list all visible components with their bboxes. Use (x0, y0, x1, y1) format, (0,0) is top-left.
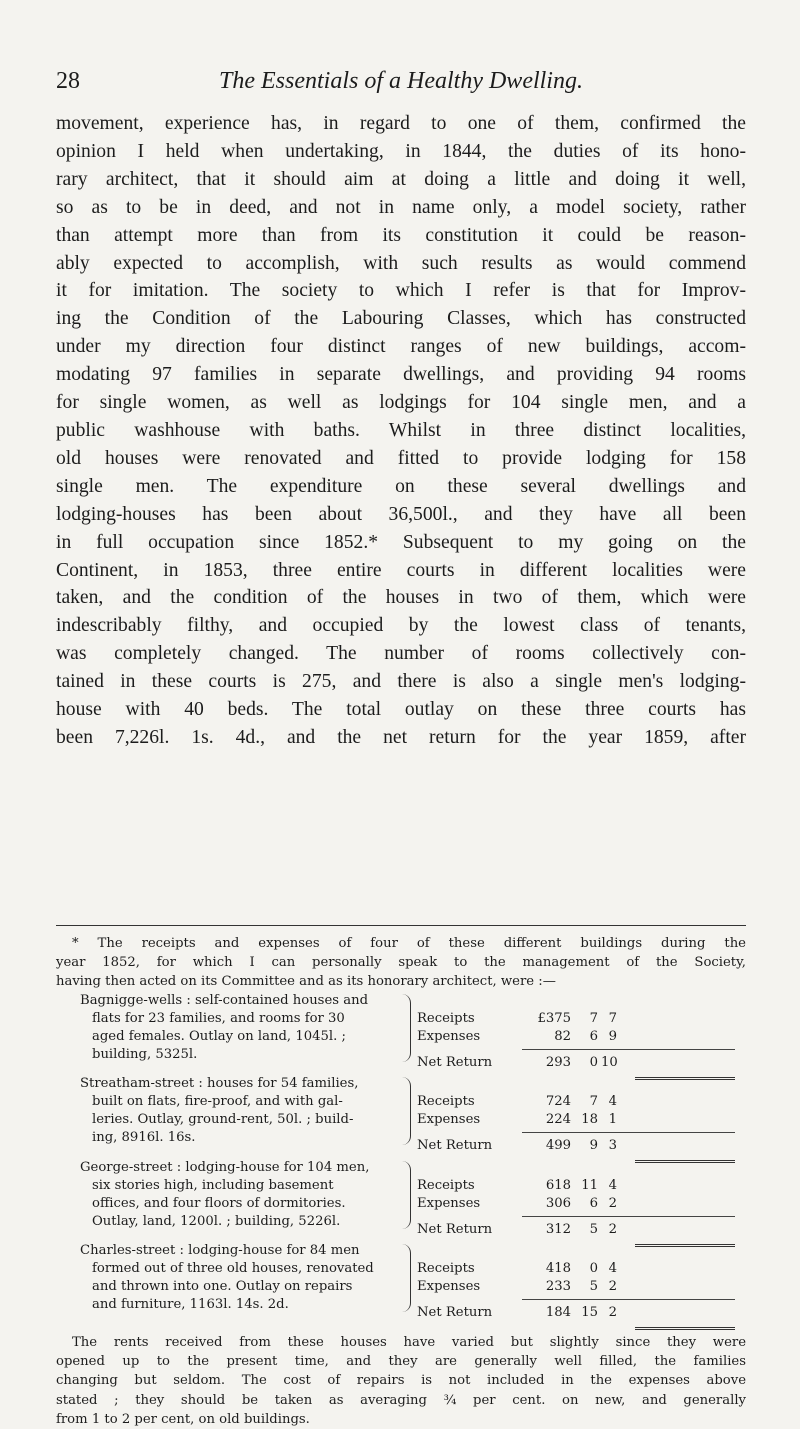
total-rule (635, 1077, 735, 1080)
row-label: Receipts (417, 1261, 475, 1276)
footnote-line: * The receipts and expenses of four of these different buildings during the (72, 936, 746, 951)
expenses-row (417, 1111, 717, 1129)
right-brace (402, 1161, 411, 1229)
pounds-value: 724 (545, 1094, 571, 1109)
entry-desc-line: formed out of three old houses, renovated (92, 1261, 374, 1276)
row-label: Net Return (417, 1305, 493, 1320)
entry-desc-line: leries. Outlay, ground-rent, 50l. ; build- (92, 1112, 354, 1127)
body-line: opinion I held when undertaking, in 1844, the duties of its hono- (56, 140, 746, 162)
row-label: Expenses (417, 1196, 481, 1211)
shillings-value: 11 (581, 1178, 598, 1193)
body-line: it for imitation. The society to which I refer is that for Improv- (56, 280, 746, 302)
shillings-value: 18 (581, 1112, 598, 1127)
body-line: lodging-houses has been about 36,500l., and they have all been (56, 503, 746, 525)
pence-value: 3 (608, 1138, 617, 1153)
footnote-line: from 1 to 2 per cent, on old buildings. (56, 1411, 310, 1427)
entry-description (80, 1159, 398, 1231)
pence-value: 4 (608, 1178, 617, 1193)
right-brace (402, 994, 411, 1062)
running-title: The Essentials of a Healthy Dwelling. (219, 68, 583, 94)
body-line: rary architect, that it should aim at doing a little and doing it well, (56, 168, 746, 190)
entry-desc-line: Charles-street : lodging-house for 84 men (80, 1243, 360, 1258)
pounds-value: 312 (545, 1222, 571, 1237)
entry-desc-line: ing, 8916l. 16s. (92, 1130, 196, 1145)
total-rule (635, 1327, 735, 1330)
body-line: under my direction four distinct ranges of new buildings, accom- (56, 336, 746, 358)
row-label: Receipts (417, 1094, 475, 1109)
total-rule (635, 1160, 735, 1163)
expenses-row (417, 1028, 717, 1046)
footnote-line: stated ; they should be taken as averaging ¾ per cent. on new, and generally (56, 1392, 746, 1408)
pounds-value: 293 (545, 1055, 571, 1070)
pence-value: 2 (608, 1196, 617, 1211)
pence-value: 2 (608, 1222, 617, 1237)
pounds-value: 224 (545, 1112, 571, 1127)
body-line: in full occupation since 1852.* Subsequent to my going on the (56, 531, 746, 553)
footnote-line: The rents received from these houses have varied but slightly since they were (72, 1335, 746, 1350)
receipts-row (417, 1093, 717, 1111)
row-label: Receipts (417, 1178, 475, 1193)
pence-value: 2 (608, 1279, 617, 1294)
entry-desc-line: Bagnigge-wells : self-contained houses and (80, 993, 369, 1008)
entry-accounts (417, 1010, 717, 1072)
pence-value: 10 (601, 1055, 618, 1070)
pence-value: 1 (608, 1112, 617, 1127)
shillings-value: 6 (589, 1029, 598, 1044)
entry-description (80, 1242, 398, 1314)
shillings-value: 5 (589, 1279, 598, 1294)
footnote-closing (56, 1333, 746, 1429)
net-return-row (417, 1304, 717, 1322)
pence-value: 4 (608, 1094, 617, 1109)
entry-desc-line: and furniture, 1163l. 14s. 2d. (92, 1297, 289, 1312)
body-line: ably expected to accomplish, with such results as would commend (56, 252, 746, 274)
net-return-row (417, 1221, 717, 1239)
entry-description (80, 992, 398, 1064)
shillings-value: 7 (589, 1094, 598, 1109)
entry-desc-line: built on flats, fire-proof, and with gal- (92, 1094, 343, 1109)
sum-rule (522, 1132, 735, 1133)
entry-desc-line: George-street : lodging-house for 104 men, (80, 1160, 370, 1175)
shillings-value: 0 (589, 1261, 598, 1276)
body-line: indescribably filthy, and occupied by the lowest class of tenants, (56, 615, 746, 637)
pounds-value: 618 (545, 1178, 571, 1193)
receipts-row (417, 1177, 717, 1195)
shillings-value: 15 (581, 1305, 598, 1320)
sum-rule (522, 1216, 735, 1217)
body-line: single men. The expenditure on these several dwellings and (56, 475, 746, 497)
receipts-row (417, 1260, 717, 1278)
row-label: Net Return (417, 1222, 493, 1237)
shillings-value: 7 (589, 1011, 598, 1026)
receipts-row (417, 1010, 717, 1028)
page-number: 28 (56, 68, 80, 94)
sum-rule (522, 1299, 735, 1300)
body-line: for single women, as well as lodgings for 104 single men, and a (56, 392, 746, 414)
entry-desc-line: building, 5325l. (92, 1047, 198, 1062)
entry-accounts (417, 1093, 717, 1155)
shillings-value: 9 (589, 1138, 598, 1153)
entry-desc-line: six stories high, including basement (92, 1178, 334, 1193)
pounds-value: 82 (554, 1029, 571, 1044)
shillings-value: 5 (589, 1222, 598, 1237)
row-label: Expenses (417, 1112, 481, 1127)
body-line: taken, and the condition of the houses in two of them, which were (56, 587, 746, 609)
row-label: Receipts (417, 1011, 475, 1026)
total-rule (635, 1244, 735, 1247)
expenses-row (417, 1195, 717, 1213)
expenses-row (417, 1278, 717, 1296)
pence-value: 9 (608, 1029, 617, 1044)
pence-value: 4 (608, 1261, 617, 1276)
pence-value: 2 (608, 1305, 617, 1320)
pounds-value: 499 (545, 1138, 571, 1153)
footnote-line: year 1852, for which I can personally speak to the management of the Society, (56, 955, 746, 971)
entry-description (80, 1075, 398, 1147)
body-paragraph (56, 110, 746, 752)
entry-desc-line: Streatham-street : houses for 54 families, (80, 1076, 359, 1091)
entry-desc-line: and thrown into one. Outlay on repairs (92, 1279, 353, 1294)
entry-desc-line: Outlay, land, 1200l. ; building, 5226l. (92, 1214, 341, 1229)
body-line: been 7,226l. 1s. 4d., and the net return for the year 1859, after (56, 726, 746, 748)
footnote-line: changing but seldom. The cost of repairs is not included in the expenses above (56, 1373, 746, 1389)
body-line: house with 40 beds. The total outlay on these three courts has (56, 699, 746, 721)
net-return-row (417, 1054, 717, 1072)
entry-desc-line: flats for 23 families, and rooms for 30 (92, 1011, 345, 1026)
row-label: Net Return (417, 1055, 493, 1070)
row-label: Expenses (417, 1029, 481, 1044)
body-line: movement, experience has, in regard to one of them, confirmed the (56, 113, 746, 134)
shillings-value: 0 (589, 1055, 598, 1070)
footnote-divider (56, 925, 746, 926)
right-brace (402, 1244, 411, 1312)
footnote-intro (56, 934, 746, 992)
pounds-value: £375 (537, 1011, 571, 1026)
shillings-value: 6 (589, 1196, 598, 1211)
entry-accounts (417, 1260, 717, 1322)
footnote-line: having then acted on its Committee and as its honorary architect, were :— (56, 974, 556, 990)
body-line: so as to be in deed, and not in name only, a model society, rather (56, 196, 746, 218)
pounds-value: 306 (545, 1196, 571, 1211)
body-line: tained in these courts is 275, and there is also a single men's lodging- (56, 671, 746, 693)
entry-desc-line: aged females. Outlay on land, 1045l. ; (92, 1029, 346, 1044)
sum-rule (522, 1049, 735, 1050)
net-return-row (417, 1137, 717, 1155)
body-line: ing the Condition of the Labouring Classes, which has constructed (56, 308, 746, 330)
entry-accounts (417, 1177, 717, 1239)
entry-desc-line: offices, and four floors of dormitories. (92, 1196, 346, 1211)
pounds-value: 233 (545, 1279, 571, 1294)
pence-value: 7 (608, 1011, 617, 1026)
row-label: Expenses (417, 1279, 481, 1294)
body-line: Continent, in 1853, three entire courts in different localities were (56, 559, 746, 581)
right-brace (402, 1077, 411, 1145)
body-line: old houses were renovated and fitted to provide lodging for 158 (56, 447, 746, 469)
footnote-line: opened up to the present time, and they are generally well filled, the families (56, 1354, 746, 1370)
body-line: public washhouse with baths. Whilst in three distinct localities, (56, 419, 746, 441)
row-label: Net Return (417, 1138, 493, 1153)
body-line: modating 97 families in separate dwellings, and providing 94 rooms (56, 364, 746, 386)
pounds-value: 184 (545, 1305, 571, 1320)
body-line: was completely changed. The number of rooms collectively con- (56, 643, 746, 665)
pounds-value: 418 (545, 1261, 571, 1276)
body-line: than attempt more than from its constitution it could be reason- (56, 224, 746, 246)
